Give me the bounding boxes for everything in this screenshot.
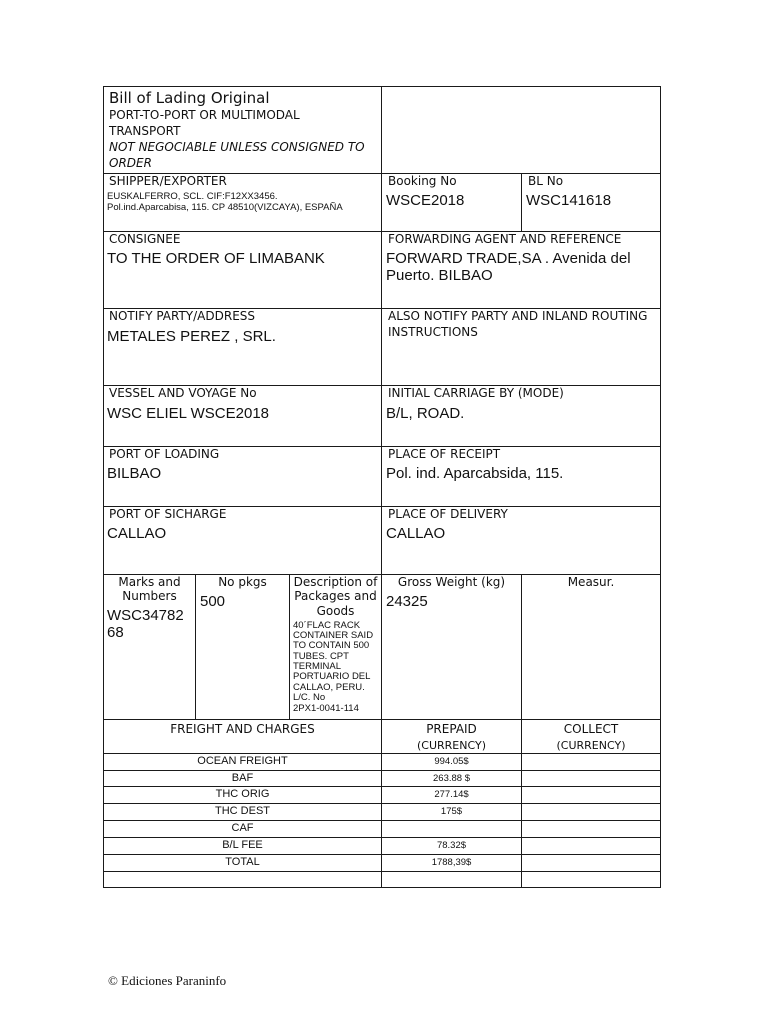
description-line: 40´FLAC RACK: [293, 620, 361, 631]
divider-charges-row: [103, 854, 661, 855]
charge-name: THC DEST: [215, 805, 270, 817]
divider-charges-row: [103, 753, 661, 754]
pkgs-value: 500: [200, 593, 226, 610]
consignee-label: CONSIGNEE: [109, 232, 181, 246]
place-receipt-value: Pol. ind. Aparcabsida, 115.: [386, 465, 564, 482]
measure-label: Measur.: [567, 575, 615, 589]
marks-value-line1: WSC34782: [107, 607, 184, 624]
divider-vertical: [381, 86, 382, 575]
booking-label: Booking No: [388, 174, 457, 188]
charge-prepaid: 78.32$: [436, 840, 467, 851]
bl-value: WSC141618: [526, 192, 612, 209]
place-delivery-label: PLACE OF DELIVERY: [388, 507, 508, 521]
divider-goods-col: [521, 574, 522, 720]
collect-currency-label: (CURRENCY): [556, 739, 626, 752]
port-discharge-label: PORT OF SICHARGE: [109, 507, 227, 521]
description-line: TUBES. CPT: [293, 651, 349, 662]
port-discharge-value: CALLAO: [107, 525, 167, 542]
forwarding-line2: Puerto. BILBAO: [386, 267, 493, 284]
place-receipt-label: PLACE OF RECEIPT: [388, 447, 501, 461]
charge-total-name: TOTAL: [225, 856, 260, 868]
shipper-line2: Pol.ind.Aparcabisa, 115. CP 48510(VIZCAYA), ESPAÑA: [107, 202, 343, 213]
description-line: TERMINAL: [293, 661, 342, 672]
divider-booking-bl: [521, 173, 522, 232]
border-top: [103, 86, 661, 87]
freight-charges-label: FREIGHT AND CHARGES: [170, 722, 315, 736]
shipper-line1: EUSKALFERRO, SCL. CIF:F12XX3456.: [107, 191, 278, 202]
initial-carriage-value: B/L, ROAD.: [386, 405, 465, 422]
divider-charges-row: [103, 820, 661, 821]
negotiable-note-line2: ORDER: [109, 156, 152, 170]
description-label-line3: Goods: [316, 604, 355, 618]
gross-weight-value: 24325: [386, 593, 428, 610]
shipper-label: SHIPPER/EXPORTER: [109, 174, 227, 188]
transport-type-line1: PORT-TO-PORT OR MULTIMODAL: [109, 108, 300, 122]
divider-charges-row: [103, 871, 661, 872]
border-left: [103, 86, 104, 888]
divider-h: [103, 719, 661, 720]
port-loading-value: BILBAO: [107, 465, 162, 482]
consignee-value: TO THE ORDER OF LIMABANK: [107, 250, 325, 267]
description-line: L/C. No: [293, 692, 326, 703]
border-bottom: [103, 887, 661, 888]
divider-goods-col: [381, 574, 382, 720]
divider-charges-row: [103, 803, 661, 804]
initial-carriage-label: INITIAL CARRIAGE BY (MODE): [388, 386, 564, 400]
prepaid-label: PREPAID: [426, 722, 477, 736]
forwarding-line1: FORWARD TRADE,SA . Avenida del: [386, 250, 631, 267]
transport-type-line2: TRANSPORT: [109, 124, 181, 138]
marks-label-line1: Marks and: [118, 575, 181, 589]
description-line: 2PX1-0041-114: [293, 703, 359, 714]
description-line: CONTAINER SAID: [293, 630, 374, 641]
charge-name: THC ORIG: [215, 788, 270, 800]
charge-total-prepaid: 1788,39$: [431, 857, 472, 868]
notify-label: NOTIFY PARTY/ADDRESS: [109, 309, 256, 323]
booking-value: WSCE2018: [386, 192, 465, 209]
border-right: [660, 86, 661, 888]
vessel-value: WSC ELIEL WSCE2018: [107, 405, 270, 422]
place-delivery-value: CALLAO: [386, 525, 446, 542]
charge-prepaid: 277.14$: [434, 789, 469, 800]
vessel-label: VESSEL AND VOYAGE No: [109, 386, 257, 400]
divider-goods-col: [195, 574, 196, 720]
port-loading-label: PORT OF LOADING: [109, 447, 220, 461]
prepaid-currency-label: (CURRENCY): [417, 739, 486, 752]
charge-name: B/L FEE: [222, 839, 263, 851]
charge-name: CAF: [231, 822, 254, 834]
document-title: Bill of Lading Original: [109, 89, 270, 107]
description-label-line2: Packages and: [294, 589, 377, 603]
notify-value: METALES PEREZ , SRL.: [107, 328, 276, 345]
divider-charges-row: [103, 786, 661, 787]
description-line: CALLAO, PERU.: [293, 682, 365, 693]
marks-value-line2: 68: [107, 624, 124, 641]
divider-charges-row: [103, 837, 661, 838]
forwarding-label: FORWARDING AGENT AND REFERENCE: [388, 232, 622, 246]
divider-charges-row: [103, 770, 661, 771]
charge-name: OCEAN FREIGHT: [197, 755, 288, 767]
pkgs-label: No pkgs: [218, 575, 267, 589]
charge-prepaid: 994.05$: [434, 756, 469, 767]
description-line: PORTUARIO DEL: [293, 671, 371, 682]
charge-name: BAF: [231, 772, 254, 784]
description-label-line1: Description of: [293, 575, 378, 589]
marks-label-line2: Numbers: [122, 589, 177, 603]
charge-prepaid: 175$: [440, 806, 463, 817]
charge-prepaid: 263.88 $: [433, 773, 470, 784]
gross-weight-label: Gross Weight (kg): [397, 575, 506, 589]
negotiable-note-line1: NOT NEGOCIABLE UNLESS CONSIGNED TO: [109, 140, 365, 154]
collect-label: COLLECT: [563, 722, 619, 736]
description-line: TO CONTAIN 500: [293, 640, 370, 651]
also-notify-label-line1: ALSO NOTIFY PARTY AND INLAND ROUTING: [388, 309, 648, 323]
bl-label: BL No: [528, 174, 564, 188]
copyright-footer: © Ediciones Paraninfo: [108, 973, 227, 988]
also-notify-label-line2: INSTRUCTIONS: [388, 325, 478, 339]
